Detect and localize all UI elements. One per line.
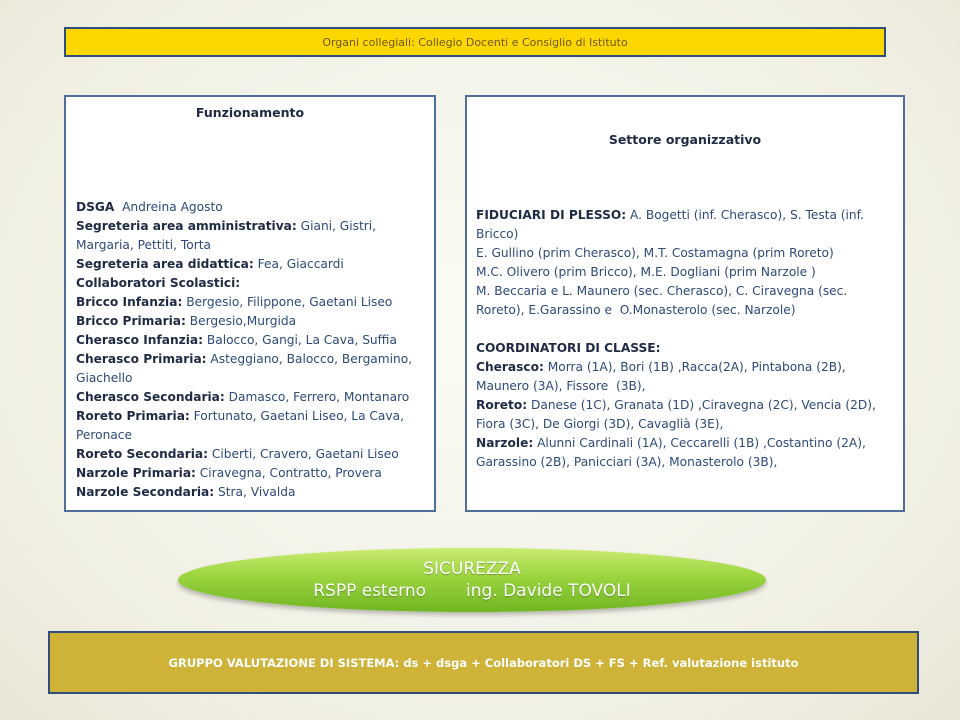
- text-line: [76, 388, 424, 407]
- line-text: E. Gullino (prim Cherasco), M.T. Costamagna (prim Roreto): [476, 246, 834, 260]
- line-label: Cherasco:: [476, 360, 544, 374]
- line-text: Maunero (3A), Fissore (3B),: [476, 379, 646, 393]
- header-title: Organi collegiali: Collegio Docenti e Consiglio di Istituto: [322, 35, 628, 49]
- line-text: Margaria, Pettiti, Torta: [76, 238, 211, 252]
- sicurezza-ellipse: [178, 548, 766, 612]
- line-text: Bergesio, Filippone, Gaetani Liseo: [182, 295, 393, 309]
- text-line: [76, 464, 424, 483]
- line-label: Narzole Secondaria:: [76, 485, 215, 499]
- text-line: [76, 236, 424, 255]
- panel-settore-organizzativo: [465, 95, 905, 512]
- text-line: [76, 445, 424, 464]
- line-text: Balocco, Gangi, La Cava, Suffia: [203, 333, 397, 347]
- line-text: Ciravegna, Contratto, Provera: [195, 466, 382, 480]
- text-line: [476, 415, 894, 434]
- sicurezza-role: RSPP esterno: [313, 581, 427, 601]
- text-line: [76, 312, 424, 331]
- text-line: [76, 331, 424, 350]
- line-label: Roreto:: [476, 398, 528, 412]
- line-text: Roreto), E.Garassino e O.Monasterolo (sec. Narzole): [476, 303, 796, 317]
- text-line: [476, 453, 894, 472]
- line-label: Cherasco Secondaria:: [76, 390, 225, 404]
- text-line: [76, 369, 424, 388]
- line-text: M.C. Olivero (prim Bricco), M.E. Dogliani (prim Narzole ): [476, 265, 816, 279]
- text-line: [76, 217, 424, 236]
- line-label: FIDUCIARI DI PLESSO:: [476, 208, 627, 222]
- panel-funzionamento: [64, 95, 436, 512]
- line-text: Fiora (3C), De Giorgi (3D), Cavaglià (3E),: [476, 417, 724, 431]
- line-text: M. Beccaria e L. Maunero (sec. Cherasco), C. Ciravegna (sec.: [476, 284, 848, 298]
- line-label: Cherasco Infanzia:: [76, 333, 203, 347]
- line-text: Stra, Vivalda: [214, 485, 296, 499]
- line-label: Roreto Primaria:: [76, 409, 190, 423]
- line-text: Asteggiano, Balocco, Bergamino,: [206, 352, 413, 366]
- footer-bar: [48, 631, 919, 694]
- text-line: [476, 301, 894, 320]
- text-line: [476, 358, 894, 377]
- text-line: [476, 434, 894, 453]
- line-label: Narzole:: [476, 436, 534, 450]
- text-line: [76, 426, 424, 445]
- line-text: Bricco): [476, 227, 519, 241]
- text-line: [76, 483, 424, 502]
- line-text: Garassino (2B), Panicciari (3A), Monasterolo (3B),: [476, 455, 778, 469]
- line-text: Damasco, Ferrero, Montanaro: [224, 390, 410, 404]
- line-label: DSGA: [76, 200, 115, 214]
- text-line: [476, 396, 894, 415]
- line-text: A. Bogetti (inf. Cherasco), S. Testa (inf.: [626, 208, 864, 222]
- line-text: Bergesio,Murgida: [185, 314, 297, 328]
- header-title-bar: [64, 27, 886, 57]
- text-line: [476, 244, 894, 263]
- line-text: Ciberti, Cravero, Gaetani Liseo: [208, 447, 399, 461]
- line-label: Narzole Primaria:: [76, 466, 196, 480]
- line-label: Segreteria area amministrativa:: [76, 219, 297, 233]
- footer-text: GRUPPO VALUTAZIONE DI SISTEMA: ds + dsga + Collaboratori DS + FS + Ref. valutazione istituto: [168, 655, 799, 670]
- text-line: [476, 282, 894, 301]
- text-line: [76, 407, 424, 426]
- line-text: Fortunato, Gaetani Liseo, La Cava,: [189, 409, 404, 423]
- line-text: Morra (1A), Bori (1B) ,Racca(2A), Pintabona (2B),: [543, 360, 846, 374]
- sicurezza-title: SICUREZZA: [423, 559, 521, 579]
- sicurezza-name: ing. Davide TOVOLI: [466, 581, 631, 601]
- text-line: [476, 320, 894, 339]
- line-label: Collaboratori Scolastici:: [76, 276, 241, 290]
- line-label: Segreteria area didattica:: [76, 257, 254, 271]
- text-line: [76, 255, 424, 274]
- text-line: [476, 339, 894, 358]
- text-line: [76, 198, 424, 217]
- funzionamento-list: [76, 198, 424, 502]
- line-text: Alunni Cardinali (1A), Ceccarelli (1B) ,Costantino (2A),: [533, 436, 866, 450]
- panel-title-settore: Settore organizzativo: [608, 132, 762, 147]
- text-line: [76, 274, 424, 293]
- line-text: Danese (1C), Granata (1D) ,Ciravegna (2C), Vencia (2D),: [527, 398, 876, 412]
- text-line: [476, 225, 894, 244]
- settore-list: [476, 206, 894, 472]
- text-line: [476, 206, 894, 225]
- panel-title-funzionamento: Funzionamento: [195, 105, 305, 120]
- line-text: Giani, Gistri,: [296, 219, 377, 233]
- line-label: Cherasco Primaria:: [76, 352, 207, 366]
- line-text: Andreina Agosto: [114, 200, 223, 214]
- text-line: [76, 350, 424, 369]
- line-label: Bricco Infanzia:: [76, 295, 183, 309]
- line-label: COORDINATORI DI CLASSE:: [476, 341, 661, 355]
- text-line: [476, 377, 894, 396]
- line-text: Peronace: [76, 428, 133, 442]
- line-label: Roreto Secondaria:: [76, 447, 209, 461]
- line-label: Bricco Primaria:: [76, 314, 186, 328]
- line-text: Giachello: [76, 371, 133, 385]
- line-text: Fea, Giaccardi: [253, 257, 344, 271]
- text-line: [76, 293, 424, 312]
- text-line: [476, 263, 894, 282]
